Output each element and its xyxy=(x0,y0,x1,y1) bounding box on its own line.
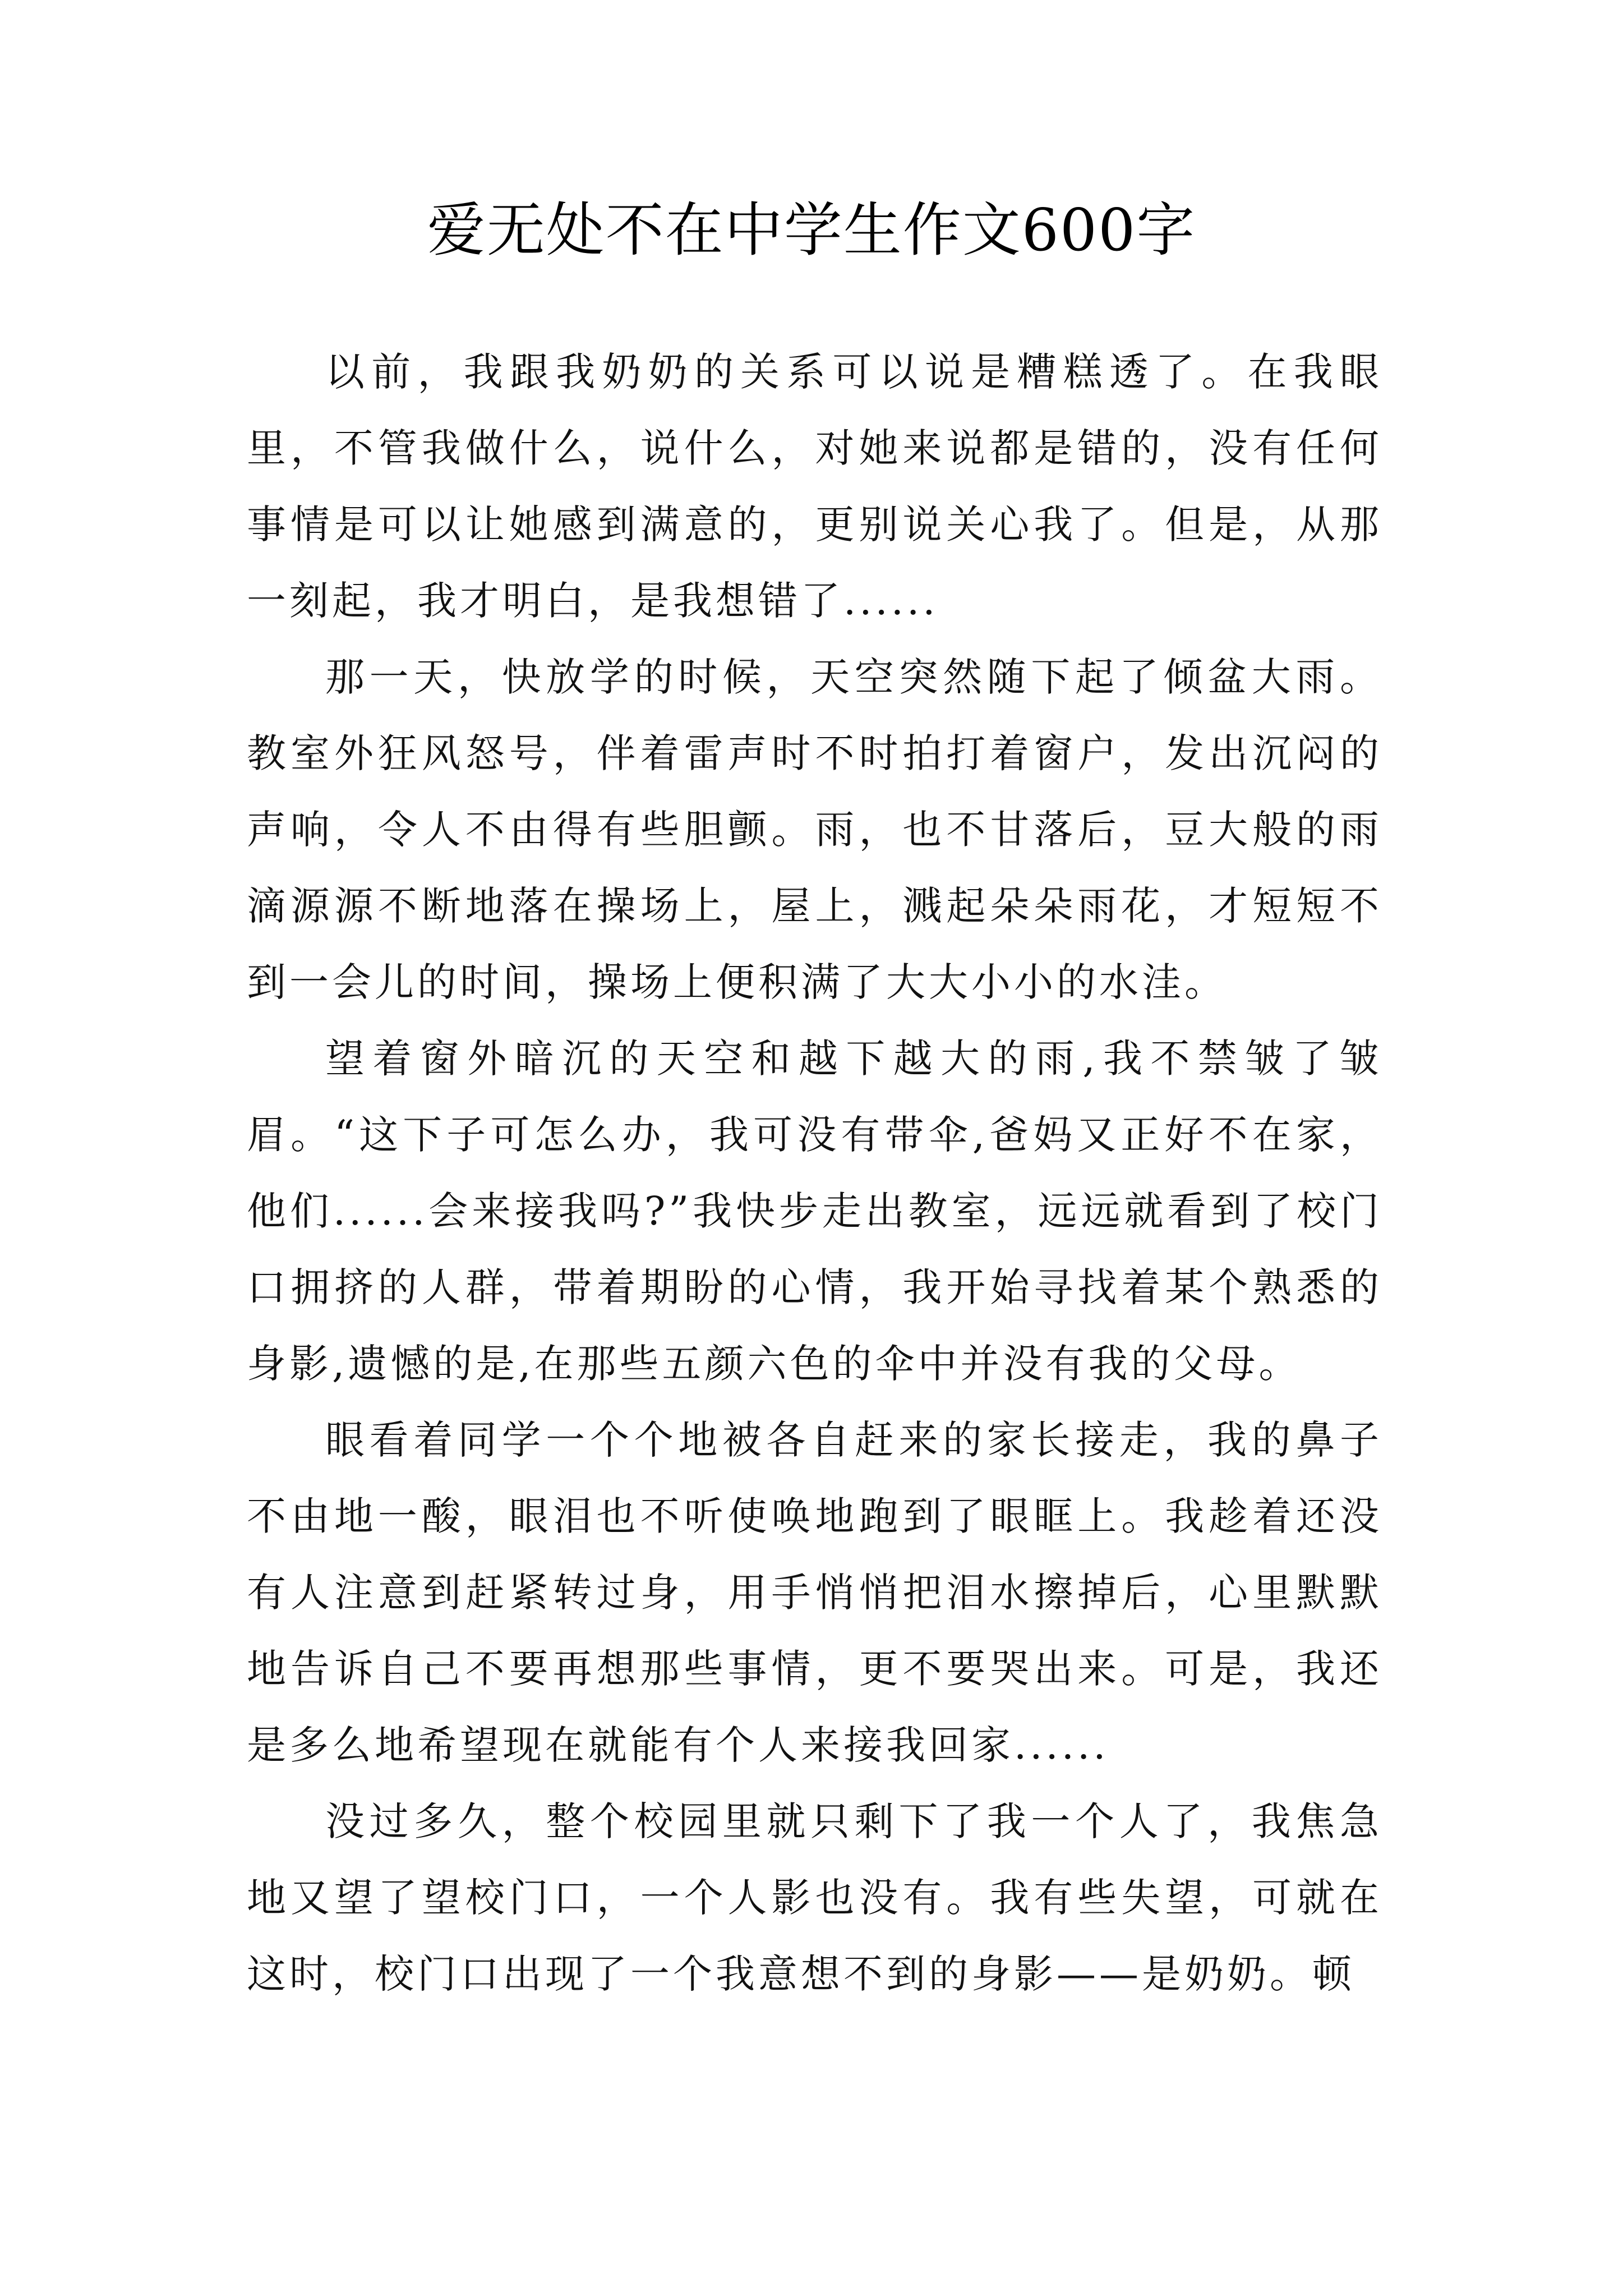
document-title: 爱无处不在中学生作文600字 xyxy=(427,196,1196,264)
paragraph-5: 没过多久，整个校园里就只剩下了我一个人了，我焦急地又望了望校门口，一个人影也没有。我有些失望，可就在这时，校门口出现了一个我意想不到的身影——是奶奶。顿 xyxy=(247,1798,1382,1997)
paragraph-2: 那一天，快放学的时候，天空突然随下起了倾盆大雨。教室外狂风怒号，伴着雷声时不时拍打着窗户，发出沉闷的声响，令人不由得有些胆颤。雨，也不甘落后，豆大般的雨滴源源不断地落在操场上，屋上，溅起朵朵雨花，才短短不到一会儿的时间，操场上便积满了大大小小的水洼。 xyxy=(247,654,1382,1005)
paragraph-3: 望着窗外暗沉的天空和越下越大的雨,我不禁皱了皱眉。“这下子可怎么办，我可没有带伞,爸妈又正好不在家，他们......会来接我吗?”我快步走出教室，远远就看到了校门口拥挤的人群，带着期盼的心情，我开始寻找着某个熟悉的身影,遗憾的是,在那些五颜六色的伞中并没有我的父母。 xyxy=(247,1036,1382,1387)
paragraph-1: 以前，我跟我奶奶的关系可以说是糟糕透了。在我眼里，不管我做什么，说什么，对她来说都是错的，没有任何事情是可以让她感到满意的，更别说关心我了。但是，从那一刻起，我才明白，是我想错了...... xyxy=(247,349,1382,624)
paragraph-4: 眼看着同学一个个地被各自赶来的家长接走，我的鼻子不由地一酸，眼泪也不听使唤地跑到了眼眶上。我趁着还没有人注意到赶紧转过身，用手悄悄把泪水擦掉后，心里默默地告诉自己不要再想那些事情，更不要哭出来。可是，我还是多么地希望现在就能有个人来接我回家...... xyxy=(247,1417,1382,1768)
document-body xyxy=(247,334,1382,2012)
